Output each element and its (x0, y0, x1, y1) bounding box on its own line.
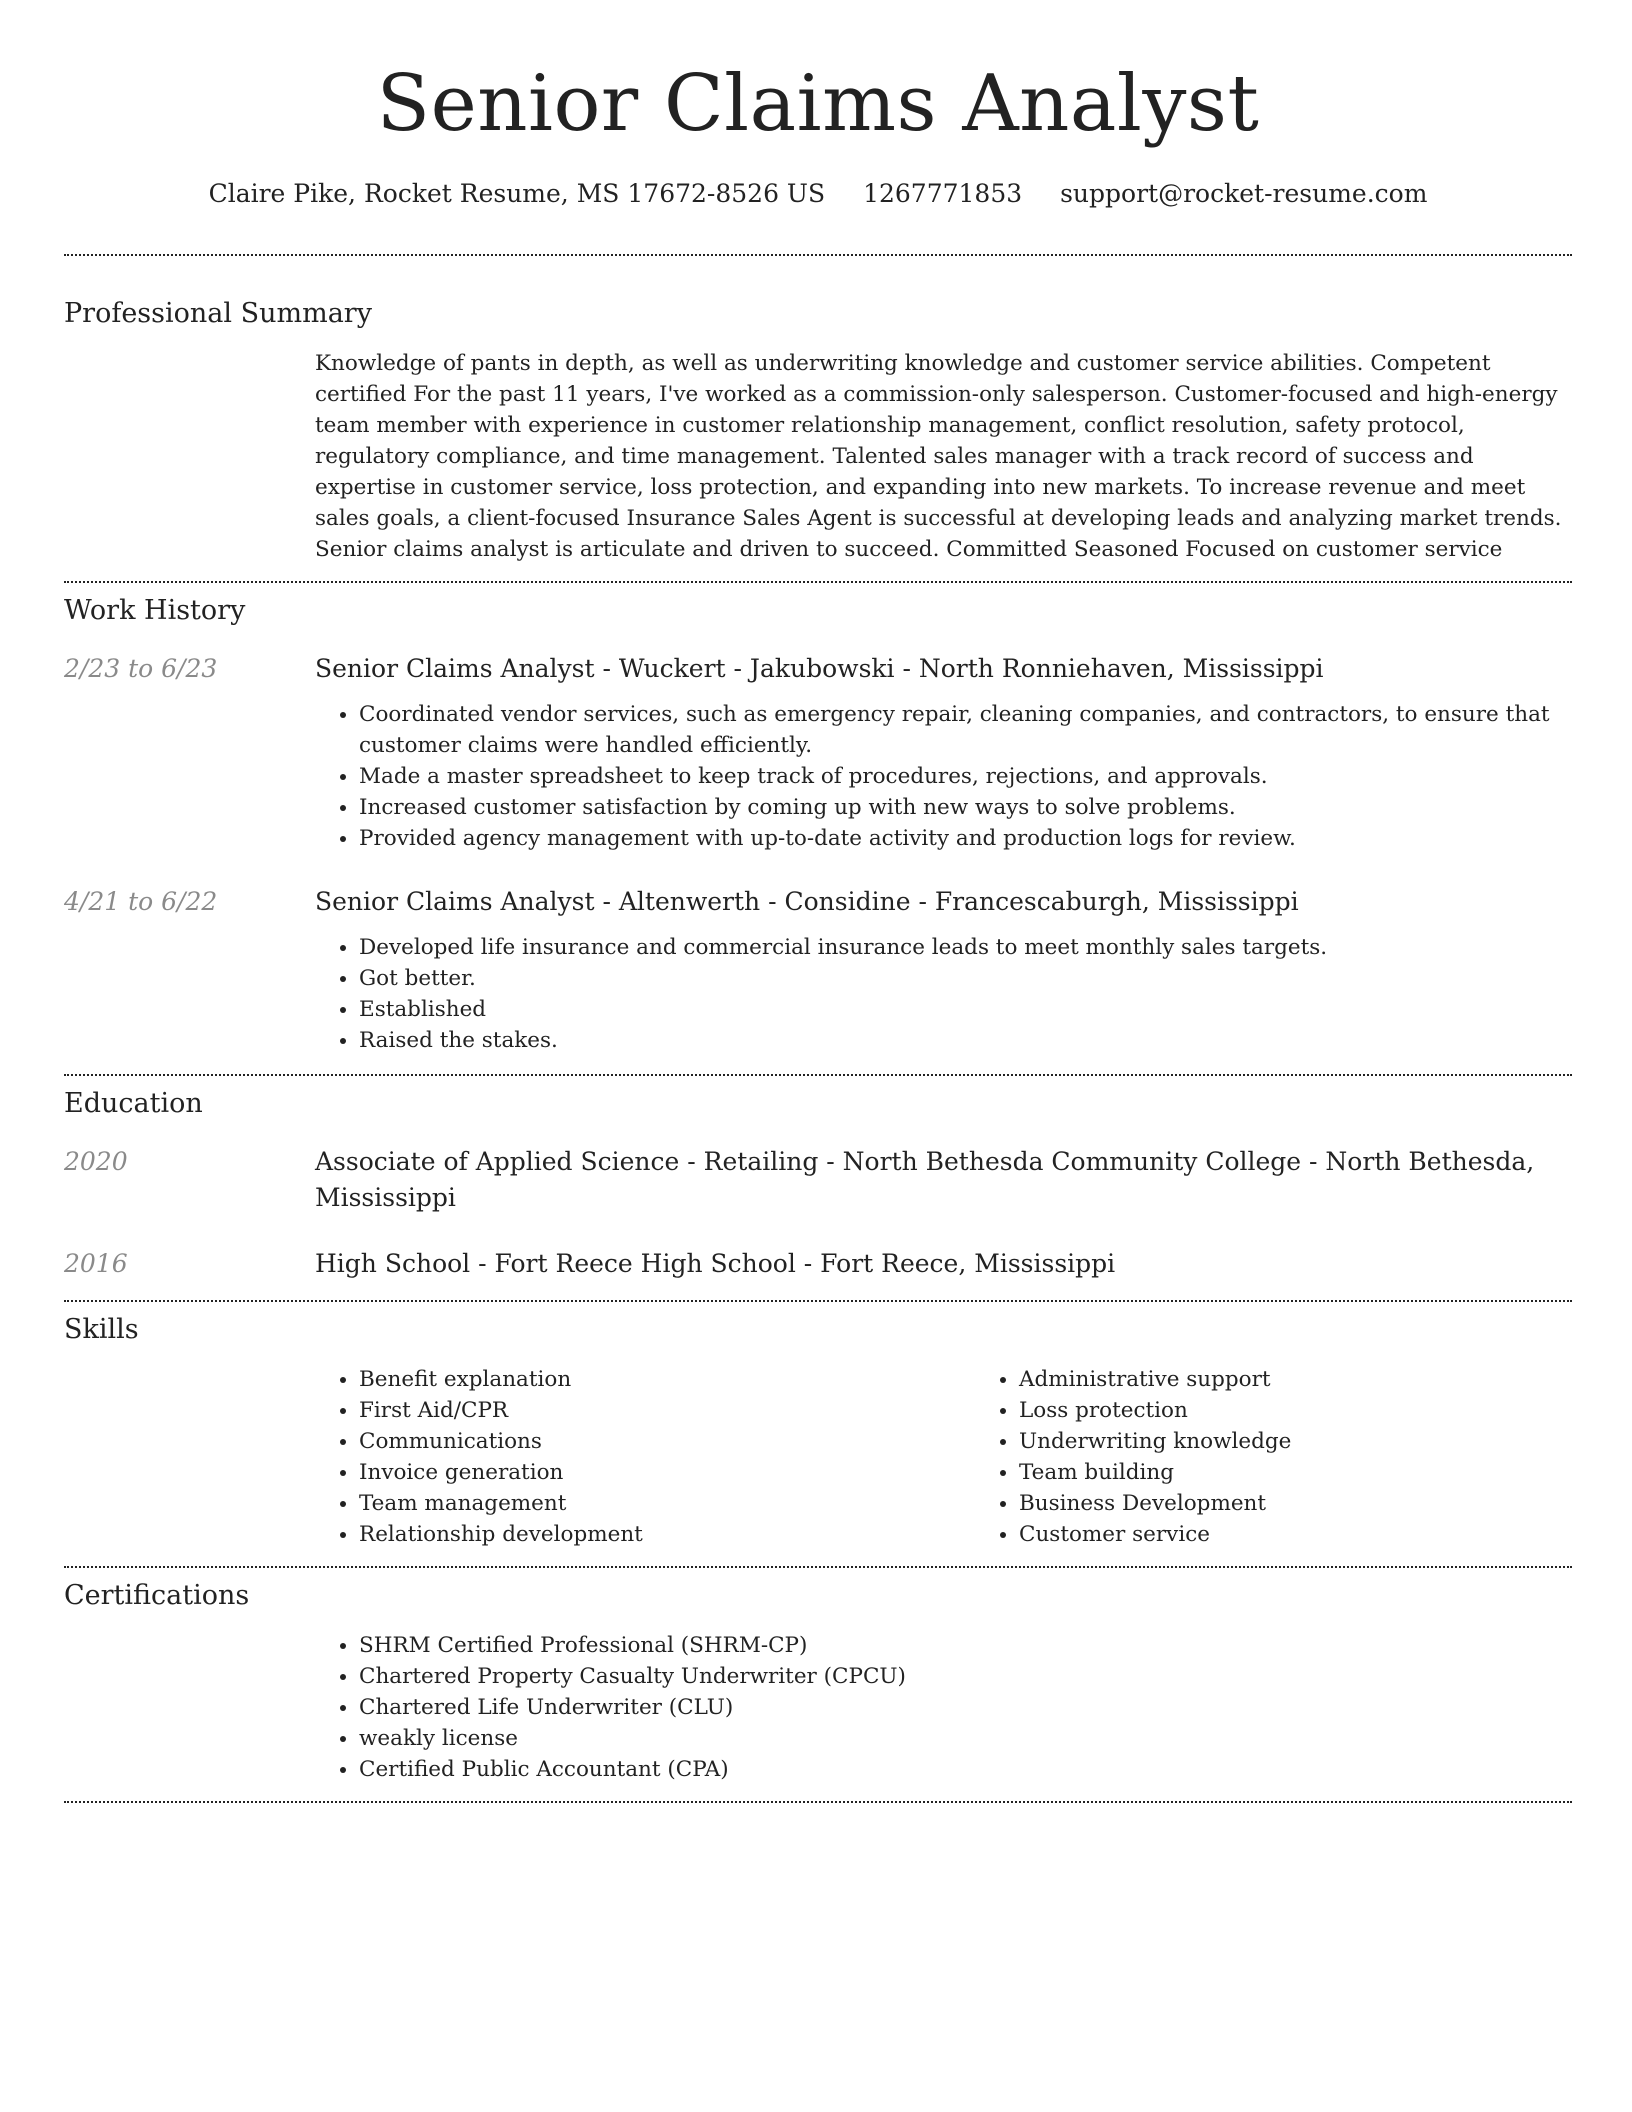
job-bullets (315, 932, 1572, 1056)
education-detail: Associate of Applied Science - Retailing - North Bethesda Community College - North Bethesda, Mississippi (315, 1147, 1535, 1212)
list-item: • Invoice generation (359, 1457, 975, 1488)
list-item: • Chartered Property Casualty Underwriter (CPCU) (359, 1661, 1572, 1692)
education-year: 2016 (64, 1249, 128, 1278)
skills-column-left (315, 1364, 975, 1550)
list-item: • Communications (359, 1426, 975, 1457)
list-item: • Certified Public Accountant (CPA) (359, 1754, 1572, 1785)
education-entry (64, 1246, 1572, 1282)
summary-heading: Professional Summary (64, 298, 372, 329)
list-item: • Relationship development (359, 1519, 975, 1550)
resume-title: Senior Claims Analyst (376, 59, 1260, 149)
job-entry (64, 884, 1572, 920)
list-item: • Business Development (1019, 1488, 1632, 1519)
job-title: Senior Claims Analyst - Wuckert - Jakubowski - North Ronniehaven, Mississippi (315, 654, 1324, 683)
education-heading: Education (64, 1088, 203, 1119)
list-item: • Team building (1019, 1457, 1632, 1488)
education-detail: High School - Fort Reece High School - Fort Reece, Mississippi (315, 1249, 1116, 1278)
contact-address: Claire Pike, Rocket Resume, MS 17672-8526 US (208, 179, 826, 208)
list-item: • Benefit explanation (359, 1364, 975, 1395)
resume-page (64, 0, 1572, 1803)
list-item: • Chartered Life Underwriter (CLU) (359, 1692, 1572, 1723)
job-dates: 2/23 to 6/23 (64, 654, 218, 683)
divider (64, 254, 1572, 256)
divider (64, 1566, 1572, 1568)
list-item: • Customer service (1019, 1519, 1632, 1550)
list-item: • Established (359, 994, 1572, 1025)
list-item: • weakly license (359, 1723, 1572, 1754)
list-item: • Got better. (359, 963, 1572, 994)
job-bullets (315, 699, 1572, 854)
list-item: • Coordinated vendor services, such as emergency repair, cleaning companies, and contractors, to ensure that customer claims were handled efficiently. (359, 699, 1572, 761)
skills-list (315, 1364, 1572, 1550)
list-item: • Developed life insurance and commercial insurance leads to meet monthly sales targets. (359, 932, 1572, 963)
divider (64, 581, 1572, 583)
skills-heading: Skills (64, 1314, 139, 1345)
divider (64, 1801, 1572, 1803)
contact-email: support@rocket-resume.com (1060, 179, 1428, 208)
job-dates: 4/21 to 6/22 (64, 887, 218, 916)
job-title: Senior Claims Analyst - Altenwerth - Considine - Francescaburgh, Mississippi (315, 887, 1299, 916)
job-entry (64, 651, 1572, 687)
list-item: • Team management (359, 1488, 975, 1519)
summary-text: Knowledge of pants in depth, as well as underwriting knowledge and customer service abilities. Competent certified For the past 11 years, I've worked as a commission-only salesperson. Customer-focused and high-energy team member with experience in customer relationship management, conflict resolution, safety protocol, regulatory compliance, and time management. Talented sales manager with a track record of success and expertise in customer service, loss protection, and expanding into new markets. To increase revenue and meet sales goals, a client-focused Insurance Sales Agent is successful at developing leads and analyzing market trends. Senior claims analyst is articulate and driven to succeed. Committed Seasoned Focused on customer service (315, 351, 1562, 562)
divider (64, 1300, 1572, 1302)
skills-column-right (975, 1364, 1632, 1550)
list-item: • SHRM Certified Professional (SHRM-CP) (359, 1630, 1572, 1661)
education-year: 2020 (64, 1147, 128, 1176)
list-item: • Loss protection (1019, 1395, 1632, 1426)
education-entry (64, 1144, 1572, 1216)
contact-phone: 1267771853 (863, 179, 1023, 208)
list-item: • Increased customer satisfaction by coming up with new ways to solve problems. (359, 792, 1572, 823)
divider (64, 1074, 1572, 1076)
list-item: • Raised the stakes. (359, 1025, 1572, 1056)
list-item: • Made a master spreadsheet to keep track of procedures, rejections, and approvals. (359, 761, 1572, 792)
contact-line (64, 174, 1572, 214)
list-item: • Underwriting knowledge (1019, 1426, 1632, 1457)
certifications-list (315, 1630, 1572, 1785)
list-item: • Administrative support (1019, 1364, 1632, 1395)
list-item: • Provided agency management with up-to-date activity and production logs for review. (359, 823, 1572, 854)
certifications-heading: Certifications (64, 1580, 250, 1611)
work-heading: Work History (64, 595, 246, 626)
list-item: • First Aid/CPR (359, 1395, 975, 1426)
